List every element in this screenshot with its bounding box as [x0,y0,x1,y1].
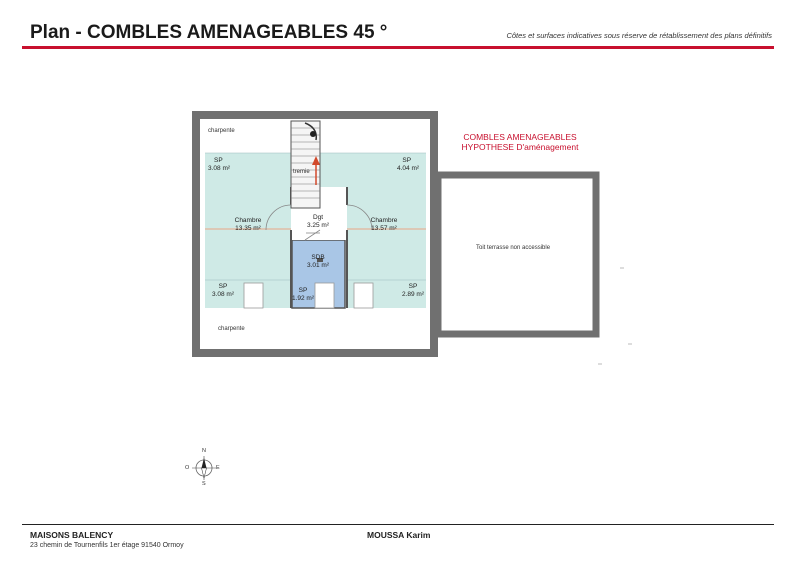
compass-s: S [202,481,206,487]
terrace-walls [438,175,596,334]
room-sp-bottom-center: SP 1.92 m² [291,287,315,302]
window-left [244,283,263,308]
compass-o: O [185,465,190,471]
compass-e: E [216,465,220,471]
compass-n: N [202,448,206,454]
room-sp-top-left: SP 3.08 m² [208,157,231,172]
plan-note [440,133,600,153]
page-title: Plan - COMBLES AMENAGEABLES 45 ° [30,22,388,43]
charpente-label-bottom: charpente [218,326,245,332]
company-name: MAISONS BALENCY [30,530,114,540]
room-chambre-left: Chambre 13.35 m² [234,217,262,232]
company-address: 23 chemin de Tournenfils 1er étage 91540 Ormoy [30,542,184,549]
stair-newel [310,131,316,137]
window-center [315,283,334,308]
plan-note-line2: HYPOTHESE D'aménagement [461,141,579,152]
room-chambre-right: Chambre 13.57 m² [370,217,398,232]
footer-divider [22,524,774,525]
charpente-label-top: charpente [208,128,235,134]
terrace-label: Toit terrasse non accessible [476,245,551,251]
room-sp-bottom-left: SP 3.08 m² [211,283,235,298]
room-sp-bottom-right: SP 2.89 m² [401,283,425,298]
window-right [354,283,373,308]
tremie-label: tremie [293,169,310,175]
client-name: MOUSSA Karim [367,530,431,540]
plan-note-line1: COMBLES AMENAGEABLES [463,132,577,142]
room-dgt: Dgt 3.25 m² [306,214,330,229]
room-sdb: SDB 3.01 m² [306,254,330,269]
room-sp-top-right: SP 4.04 m² [397,157,420,172]
disclaimer-text: Côtes et surfaces indicatives sous réserve de rétablissement des plans définitifs [506,31,772,40]
